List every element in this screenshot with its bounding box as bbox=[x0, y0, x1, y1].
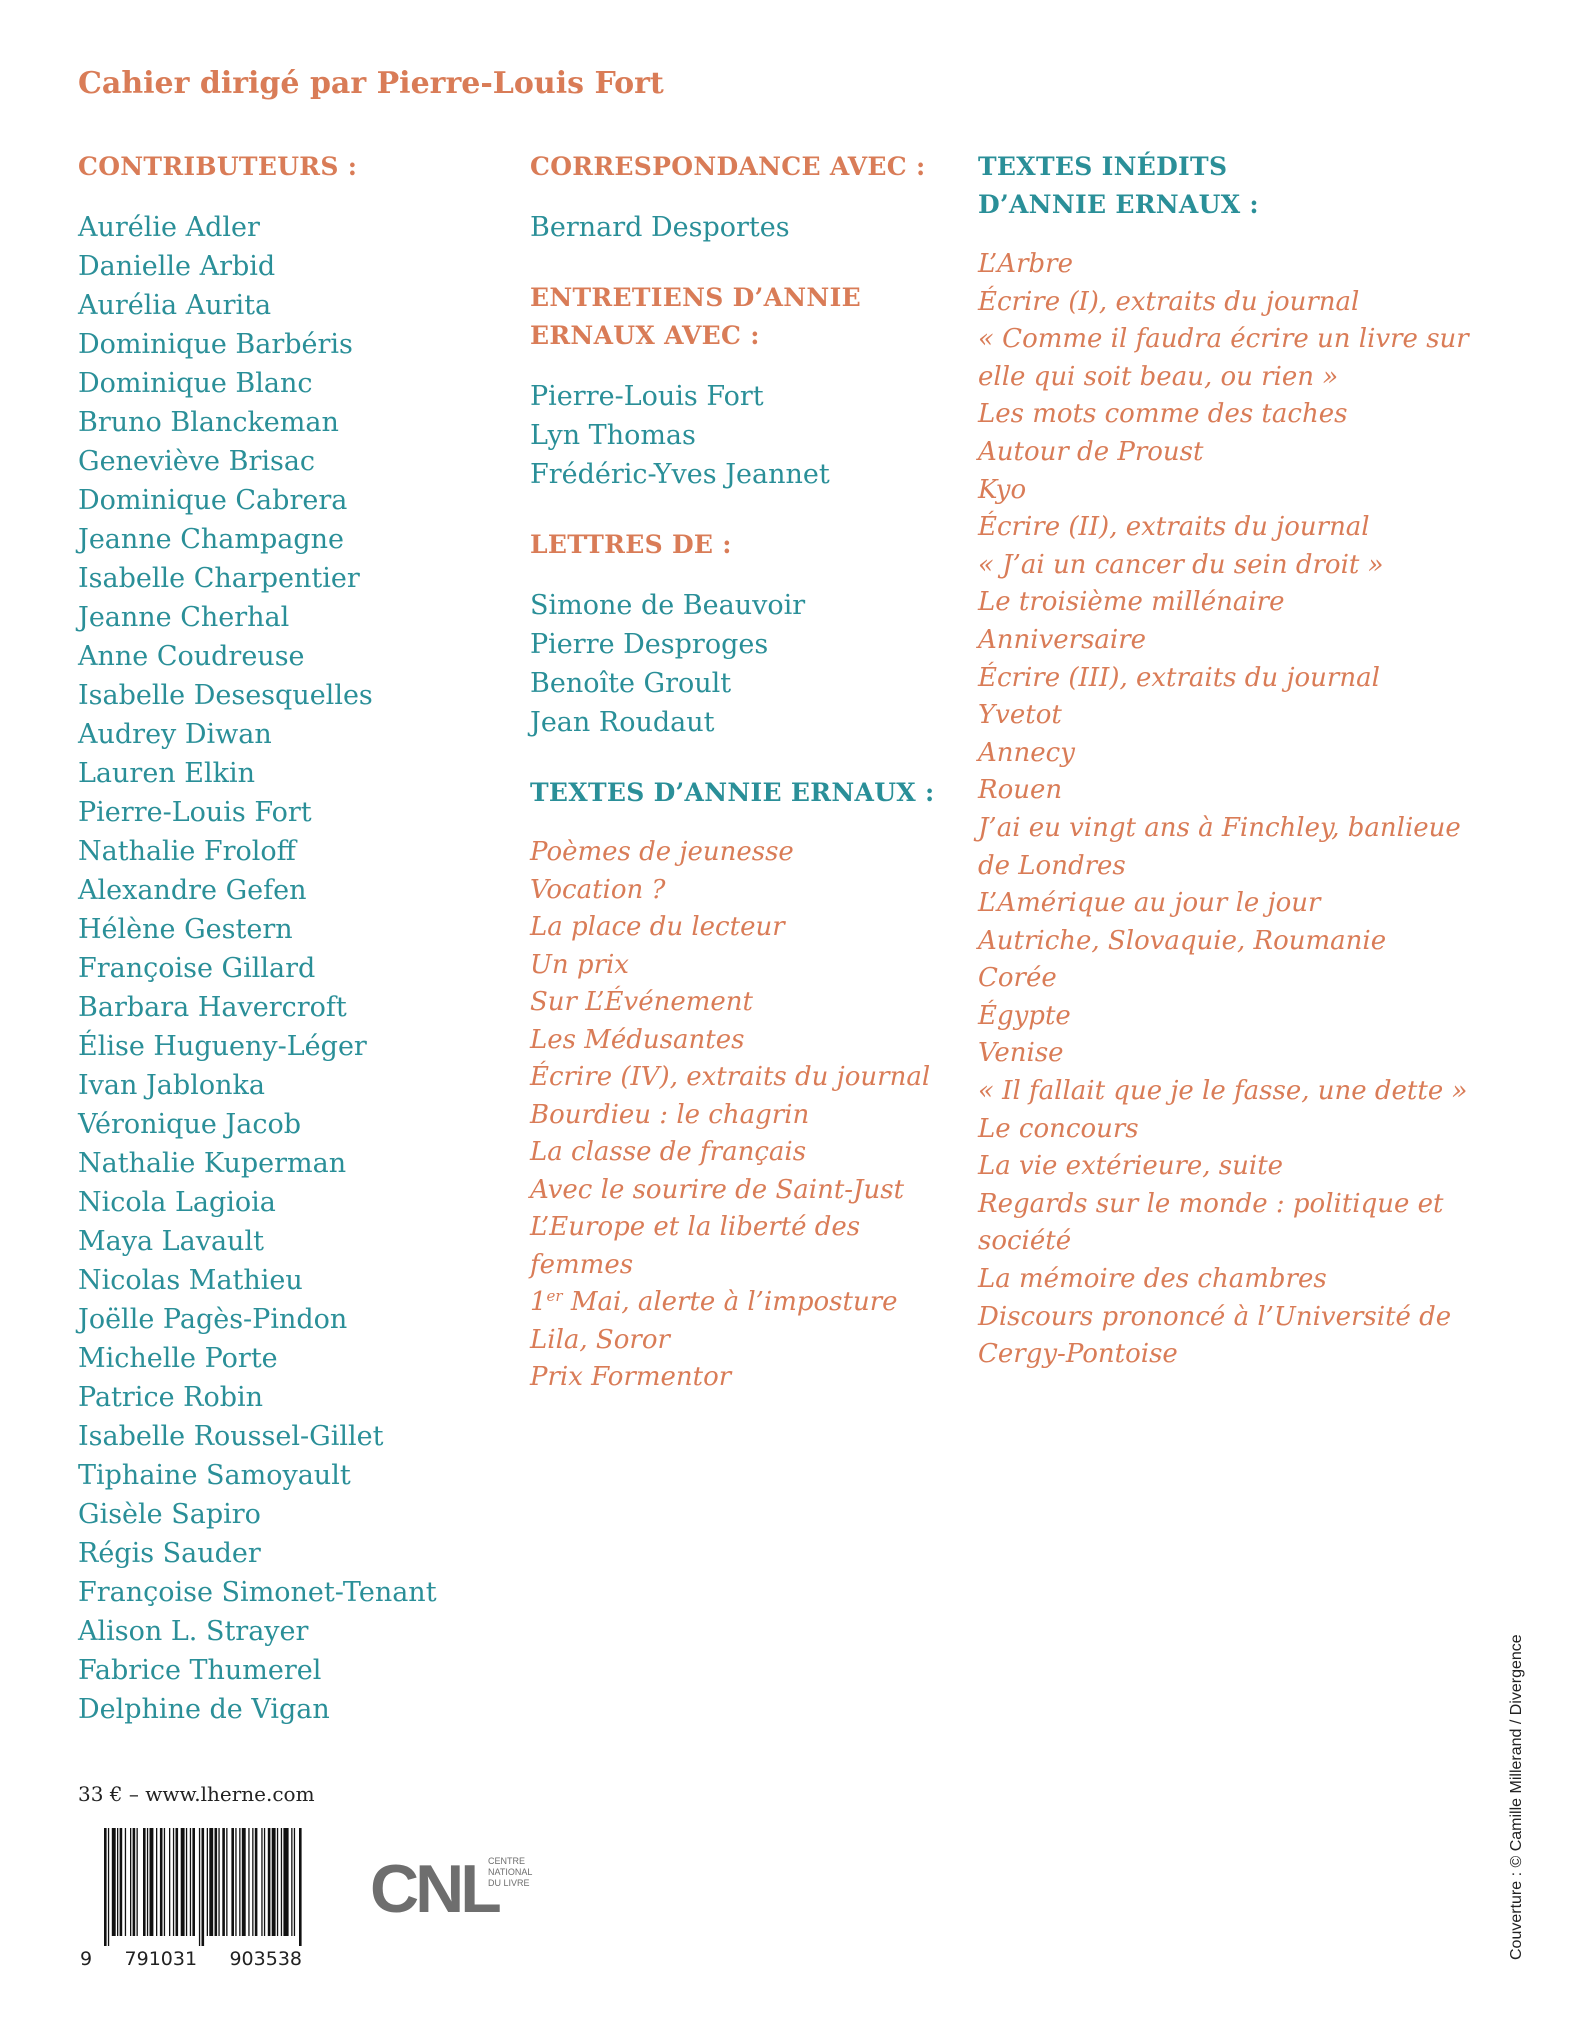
page-title: Cahier dirigé par Pierre-Louis Fort bbox=[78, 66, 664, 101]
contributor-name: Françoise Simonet-Tenant bbox=[78, 1577, 437, 1608]
text-title: L’Europe et la liberté des femmes bbox=[530, 1212, 861, 1280]
textes-list bbox=[530, 834, 970, 1397]
unpublished-text-title: L’Arbre bbox=[978, 249, 1073, 279]
barcode-bar bbox=[160, 1828, 163, 1936]
contributor-name: Bruno Blanckeman bbox=[78, 407, 339, 438]
barcode-bar bbox=[150, 1828, 154, 1936]
contributor-name: Véronique Jacob bbox=[78, 1109, 302, 1140]
contributeurs-list bbox=[78, 208, 508, 1729]
unpublished-text-title: Autour de Proust bbox=[978, 436, 1204, 467]
barcode-bar bbox=[181, 1828, 185, 1936]
contributor-name: Isabelle Roussel-Gillet bbox=[78, 1421, 384, 1452]
contributor-name: Patrice Robin bbox=[78, 1382, 264, 1413]
unpublished-text-title: Écrire (I), extraits du journal bbox=[978, 286, 1360, 317]
barcode-group2: 903538 bbox=[229, 1948, 302, 1970]
unpublished-text-title: Égypte bbox=[978, 1000, 1071, 1031]
unpublished-text-title: Yvetot bbox=[978, 700, 1062, 731]
text-title bbox=[530, 1284, 970, 1322]
barcode-bar bbox=[268, 1828, 271, 1936]
letter-author-name: Pierre Desproges bbox=[530, 629, 769, 660]
barcode-bar bbox=[133, 1828, 136, 1936]
contributor-name: Anne Coudreuse bbox=[78, 641, 305, 672]
contributor-name: Jeanne Cherhal bbox=[78, 602, 290, 633]
unpublished-text-title: Anniversaire bbox=[978, 624, 1147, 655]
barcode-bar bbox=[112, 1828, 116, 1936]
interviewer-name: Lyn Thomas bbox=[530, 420, 696, 451]
barcode-bar bbox=[261, 1828, 262, 1936]
contributor-name: Dominique Blanc bbox=[78, 368, 313, 399]
unpublished-text-title: Rouen bbox=[978, 775, 1063, 806]
contributor-name: Nicolas Mathieu bbox=[78, 1265, 303, 1296]
contributor-name: Ivan Jablonka bbox=[78, 1070, 265, 1101]
text-title: Prix Formentor bbox=[530, 1362, 732, 1392]
contributor-name: Gisèle Sapiro bbox=[78, 1499, 261, 1530]
unpublished-text-title: La vie extérieure, suite bbox=[978, 1151, 1284, 1182]
unpublished-text-title: Discours prononcé à l’Université de Cergy-Pontoise bbox=[978, 1301, 1452, 1370]
unpublished-text-title: Autriche, Slovaquie, Roumanie bbox=[978, 925, 1387, 956]
barcode-bar bbox=[231, 1828, 234, 1936]
barcode-bar bbox=[277, 1828, 278, 1936]
unpublished-text-title: Corée bbox=[978, 963, 1057, 994]
barcode-bar bbox=[169, 1828, 170, 1936]
unpublished-text-title: Regards sur le monde : politique et société bbox=[978, 1188, 1444, 1257]
unpublished-text-title: « J’ai un cancer du sein droit » bbox=[978, 549, 1384, 580]
contributor-name: Barbara Havercroft bbox=[78, 992, 347, 1023]
barcode-bar bbox=[125, 1828, 126, 1936]
column-middle bbox=[530, 148, 970, 1429]
barcode-bar bbox=[235, 1828, 236, 1936]
correspondent-name: Bernard Desportes bbox=[530, 212, 790, 243]
barcode-bar bbox=[173, 1828, 174, 1936]
barcode-bar bbox=[120, 1828, 123, 1936]
cnl-line1: CENTRE bbox=[488, 1856, 526, 1866]
barcode-bar bbox=[207, 1828, 208, 1936]
interviewer-name: Pierre-Louis Fort bbox=[530, 381, 764, 412]
section-title-inedits bbox=[978, 148, 1488, 224]
contributor-name: Lauren Elkin bbox=[78, 758, 256, 789]
contributor-name: Jeanne Champagne bbox=[78, 524, 345, 555]
barcode-bar bbox=[104, 1828, 107, 1946]
barcode-bar bbox=[130, 1828, 131, 1936]
barcode-bar bbox=[242, 1828, 246, 1936]
cnl-logo-letters: CNL bbox=[370, 1851, 498, 1927]
barcode-bar bbox=[209, 1828, 213, 1936]
barcode bbox=[80, 1828, 302, 1970]
barcode-bar bbox=[190, 1828, 191, 1936]
barcode-bar bbox=[147, 1828, 148, 1936]
barcode-bar bbox=[255, 1828, 258, 1936]
text-title: Écrire (IV), extraits du journal bbox=[530, 1062, 931, 1092]
barcode-bar bbox=[192, 1828, 195, 1936]
unpublished-text-title: Annecy bbox=[978, 737, 1075, 768]
contributor-name: Nicola Lagioia bbox=[78, 1187, 276, 1218]
section-title-entretiens-line1: ENTRETIENS D’ANNIE bbox=[530, 283, 861, 312]
unpublished-text-title: Écrire (III), extraits du journal bbox=[978, 662, 1380, 693]
contributor-name: Françoise Gillard bbox=[78, 953, 316, 984]
contributor-name: Alexandre Gefen bbox=[78, 875, 307, 906]
contributor-name: Aurélia Aurita bbox=[78, 290, 272, 321]
cnl-line3: DU LIVRE bbox=[488, 1878, 530, 1888]
unpublished-text-title: Venise bbox=[978, 1038, 1064, 1069]
barcode-digits bbox=[80, 1948, 302, 1970]
text-title: Vocation ? bbox=[530, 874, 666, 905]
contributor-name: Isabelle Charpentier bbox=[78, 563, 360, 594]
contributor-name: Alison L. Strayer bbox=[78, 1616, 309, 1647]
contributor-name: Régis Sauder bbox=[78, 1538, 261, 1569]
barcode-bar bbox=[202, 1828, 205, 1946]
barcode-bar bbox=[156, 1828, 157, 1936]
text-title: Les Médusantes bbox=[530, 1024, 745, 1055]
barcode-bar bbox=[199, 1828, 200, 1946]
text-title-superscript: er bbox=[546, 1287, 563, 1305]
contributor-name: Geneviève Brisac bbox=[78, 446, 316, 477]
text-title: Un prix bbox=[530, 949, 629, 980]
barcode-bar bbox=[176, 1828, 179, 1936]
column-contributeurs bbox=[78, 148, 508, 1761]
barcode-group1: 791031 bbox=[124, 1948, 198, 1970]
letter-author-name: Jean Roudaut bbox=[530, 707, 715, 738]
unpublished-text-title: Le concours bbox=[978, 1113, 1139, 1144]
contributor-name: Nathalie Froloff bbox=[78, 836, 296, 867]
section-title-textes: TEXTES D’ANNIE ERNAUX : bbox=[530, 778, 935, 807]
text-title: Poèmes de jeunesse bbox=[530, 837, 794, 867]
barcode-bar bbox=[281, 1828, 282, 1936]
contributor-name: Pierre-Louis Fort bbox=[78, 797, 312, 828]
section-title-entretiens-line2: ERNAUX AVEC : bbox=[530, 321, 760, 350]
unpublished-text-title: « Il fallait que je le fasse, une dette » bbox=[978, 1076, 1468, 1107]
contributor-name: Michelle Porte bbox=[78, 1343, 278, 1374]
unpublished-text-title: J’ai eu vingt ans à Finchley, banlieue de Londres bbox=[978, 812, 1461, 881]
contributor-name: Tiphaine Samoyault bbox=[78, 1460, 351, 1491]
barcode-bar bbox=[248, 1828, 249, 1936]
column-inedits bbox=[978, 148, 1488, 1406]
barcode-bar bbox=[218, 1828, 219, 1936]
text-title-rest: Mai, alerte à l’imposture bbox=[562, 1287, 898, 1317]
contributor-name: Hélène Gestern bbox=[78, 914, 293, 945]
contributor-name: Dominique Cabrera bbox=[78, 485, 348, 516]
barcode-bar bbox=[143, 1828, 146, 1936]
barcode-bar bbox=[272, 1828, 276, 1936]
barcode-bar bbox=[226, 1828, 227, 1936]
barcode-bar bbox=[291, 1828, 292, 1936]
barcode-bar bbox=[215, 1828, 218, 1936]
lettres-list bbox=[530, 586, 970, 742]
interviewer-name: Frédéric-Yves Jeannet bbox=[530, 459, 830, 490]
contributor-name: Nathalie Kuperman bbox=[78, 1148, 347, 1179]
unpublished-text-title: L’Amérique au jour le jour bbox=[978, 888, 1321, 919]
contributor-name: Dominique Barbéris bbox=[78, 329, 353, 360]
barcode-bar bbox=[239, 1828, 240, 1936]
barcode-bar bbox=[252, 1828, 253, 1936]
text-title: Avec le sourire de Saint-Just bbox=[530, 1174, 905, 1205]
text-title-number: 1 bbox=[530, 1287, 547, 1317]
section-title-lettres: LETTRES DE : bbox=[530, 530, 732, 559]
text-title: La place du lecteur bbox=[530, 912, 785, 942]
unpublished-text-title: Écrire (II), extraits du journal bbox=[978, 512, 1370, 543]
barcode-bar bbox=[283, 1828, 288, 1936]
unpublished-text-title: Le troisième millénaire bbox=[978, 587, 1285, 618]
barcode-bars bbox=[102, 1828, 302, 1946]
contributor-name: Joëlle Pagès-Pindon bbox=[78, 1304, 348, 1335]
correspondance-list bbox=[530, 208, 970, 247]
section-title-correspondance: CORRESPONDANCE AVEC : bbox=[530, 152, 926, 181]
section-title-inedits-line2: D’ANNIE ERNAUX : bbox=[978, 190, 1259, 219]
section-title-contributeurs: CONTRIBUTEURS : bbox=[78, 152, 358, 181]
unpublished-text-title: La mémoire des chambres bbox=[978, 1264, 1327, 1295]
section-title-entretiens bbox=[530, 279, 970, 355]
entretiens-list bbox=[530, 377, 970, 494]
unpublished-text-title: « Comme il faudra écrire un livre sur elle qui soit beau, ou rien » bbox=[978, 324, 1469, 392]
barcode-bar bbox=[299, 1828, 302, 1946]
cnl-line2: NATIONAL bbox=[488, 1867, 533, 1877]
price-and-website: 33 € – www.lherne.com bbox=[78, 1782, 315, 1806]
barcode-bar bbox=[164, 1828, 165, 1936]
barcode-bar bbox=[264, 1828, 265, 1936]
letter-author-name: Simone de Beauvoir bbox=[530, 590, 806, 621]
text-title: Sur L’Événement bbox=[530, 987, 753, 1017]
unpublished-text-title: Les mots comme des taches bbox=[978, 399, 1348, 430]
contributor-name: Isabelle Desesquelles bbox=[78, 680, 373, 711]
letter-author-name: Benoîte Groult bbox=[530, 668, 732, 699]
contributor-name: Élise Hugueny-Léger bbox=[78, 1031, 367, 1062]
barcode-first-digit: 9 bbox=[80, 1948, 93, 1970]
contributor-name: Fabrice Thumerel bbox=[78, 1655, 322, 1686]
barcode-bar bbox=[222, 1828, 225, 1936]
barcode-bar bbox=[186, 1828, 187, 1936]
barcode-bar bbox=[294, 1828, 295, 1936]
unpublished-text-title: Kyo bbox=[978, 474, 1027, 505]
contributor-name: Aurélie Adler bbox=[78, 212, 260, 243]
barcode-bar bbox=[108, 1828, 109, 1946]
contributor-name: Maya Lavault bbox=[78, 1226, 264, 1257]
barcode-bar bbox=[137, 1828, 138, 1936]
text-title: La classe de français bbox=[530, 1137, 807, 1167]
text-title: Bourdieu : le chagrin bbox=[530, 1099, 810, 1130]
cover-credit: Couverture : © Camille Millerand / Divergence bbox=[1508, 1634, 1525, 1960]
contributor-name: Delphine de Vigan bbox=[78, 1694, 330, 1725]
inedits-list bbox=[978, 246, 1488, 1374]
text-title: Lila, Soror bbox=[530, 1324, 670, 1355]
cnl-logo bbox=[370, 1850, 550, 1930]
contributor-name: Danielle Arbid bbox=[78, 251, 276, 282]
contributor-name: Audrey Diwan bbox=[78, 719, 272, 750]
section-title-inedits-line1: TEXTES INÉDITS bbox=[978, 152, 1228, 181]
barcode-bar bbox=[117, 1828, 118, 1936]
